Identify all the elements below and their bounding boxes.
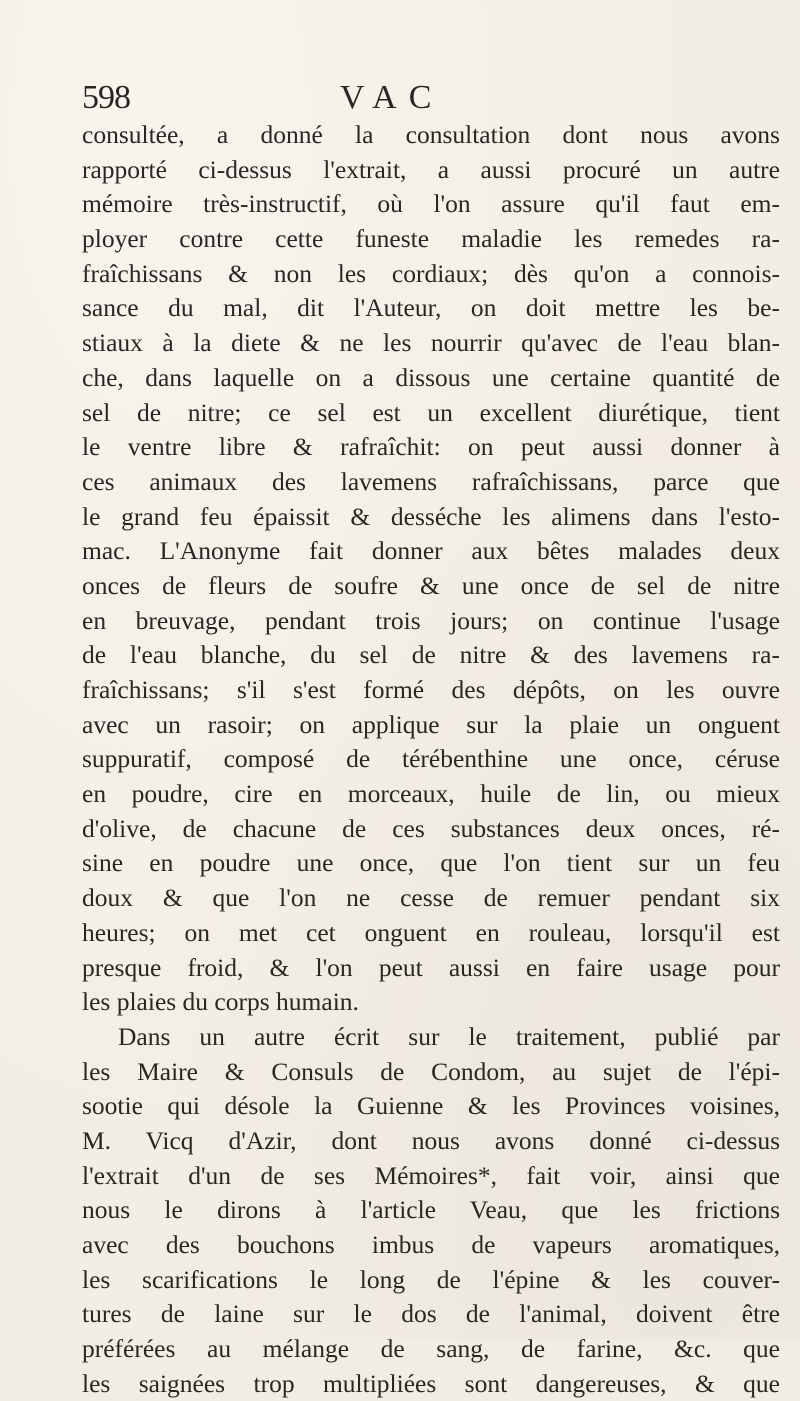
text-line: rapporté ci-dessus l'extrait, a aussi procuré un autre [82,154,780,184]
text-line: mémoire très-instructif, où l'on assure qu'il faut em- [82,189,780,219]
text-line: avec des bouchons imbus de vapeurs aromatiques, [82,1230,780,1259]
page-header [82,74,762,122]
text-line: presque froid, & l'on peut aussi en faire usage pour [82,952,780,982]
text-line: d'olive, de chacune de ces substances deux onces, ré- [82,813,780,843]
text-line: le grand feu épaissit & desséche les alimens dans l'esto- [82,501,780,531]
text-line: ces animaux des lavemens rafraîchissans, parce que [82,466,780,496]
text-line: onces de fleurs de soufre & une once de sel de nitre [82,570,780,600]
text-line: mac. L'Anonyme fait donner aux bêtes malades deux [82,536,780,566]
page-number: 598 [82,79,130,116]
text-line: avec un rasoir; on applique sur la plaie un onguent [82,709,780,739]
text-line: l'extrait d'un de ses Mémoires*, fait voir, ainsi que [82,1160,780,1190]
text-line: doux & que l'on ne cesse de remuer pendant six [82,883,780,913]
text-line: consultée, a donné la consultation dont nous avons [82,120,780,149]
text-line: sootie qui désole la Guienne & les Provinces voisines, [82,1091,780,1121]
text-line: M. Vicq d'Azir, dont nous avons donné ci-dessus [82,1125,780,1155]
text-line: nous le dirons à l'article Veau, que les frictions [82,1195,780,1225]
text-line: les saignées trop multipliées sont dangereuses, & que [82,1368,780,1398]
text-line: sine en poudre une once, que l'on tient sur un feu [82,848,780,878]
text-line: ployer contre cette funeste maladie les remedes ra- [82,224,780,254]
text-line: fraîchissans & non les cordiaux; dès qu'on a connois- [82,258,780,288]
body-text [82,118,780,1401]
text-line: sance du mal, dit l'Auteur, on doit mettre les be- [82,293,780,323]
text-line: préférées au mélange de sang, de farine, &c. que [82,1334,780,1364]
text-line: sel de nitre; ce sel est un excellent diurétique, tient [82,397,780,427]
text-line: en breuvage, pendant trois jours; on continue l'usage [82,605,780,635]
text-line: en poudre, cire en morceaux, huile de lin, ou mieux [82,779,780,809]
paragraph-end-line: les plaies du corps humain. [82,987,359,1017]
text-line: stiaux à la diete & ne les nourrir qu'avec de l'eau blan- [82,328,780,358]
text-line: fraîchissans; s'il s'est formé des dépôts, on les ouvre [82,675,780,704]
text-line: les Maire & Consuls de Condom, au sujet de l'épi- [82,1056,780,1086]
text-line: tures de laine sur le dos de l'animal, doivent être [82,1299,780,1329]
text-line: de l'eau blanche, du sel de nitre & des lavemens ra- [82,640,780,670]
text-line: heures; on met cet onguent en rouleau, lorsqu'il est [82,917,780,947]
text-line: les scarifications le long de l'épine & les couver- [82,1264,780,1294]
running-head: VAC [340,79,444,116]
text-line: che, dans laquelle on a dissous une certaine quantité de [82,362,780,392]
text-line: suppuratif, composé de térébenthine une once, cérusе [82,744,780,774]
paragraph-start-line: Dans un autre écrit sur le traitement, publié par [118,1021,780,1051]
text-line: le ventre libre & rafraîchit: on peut aussi donner à [82,432,780,462]
